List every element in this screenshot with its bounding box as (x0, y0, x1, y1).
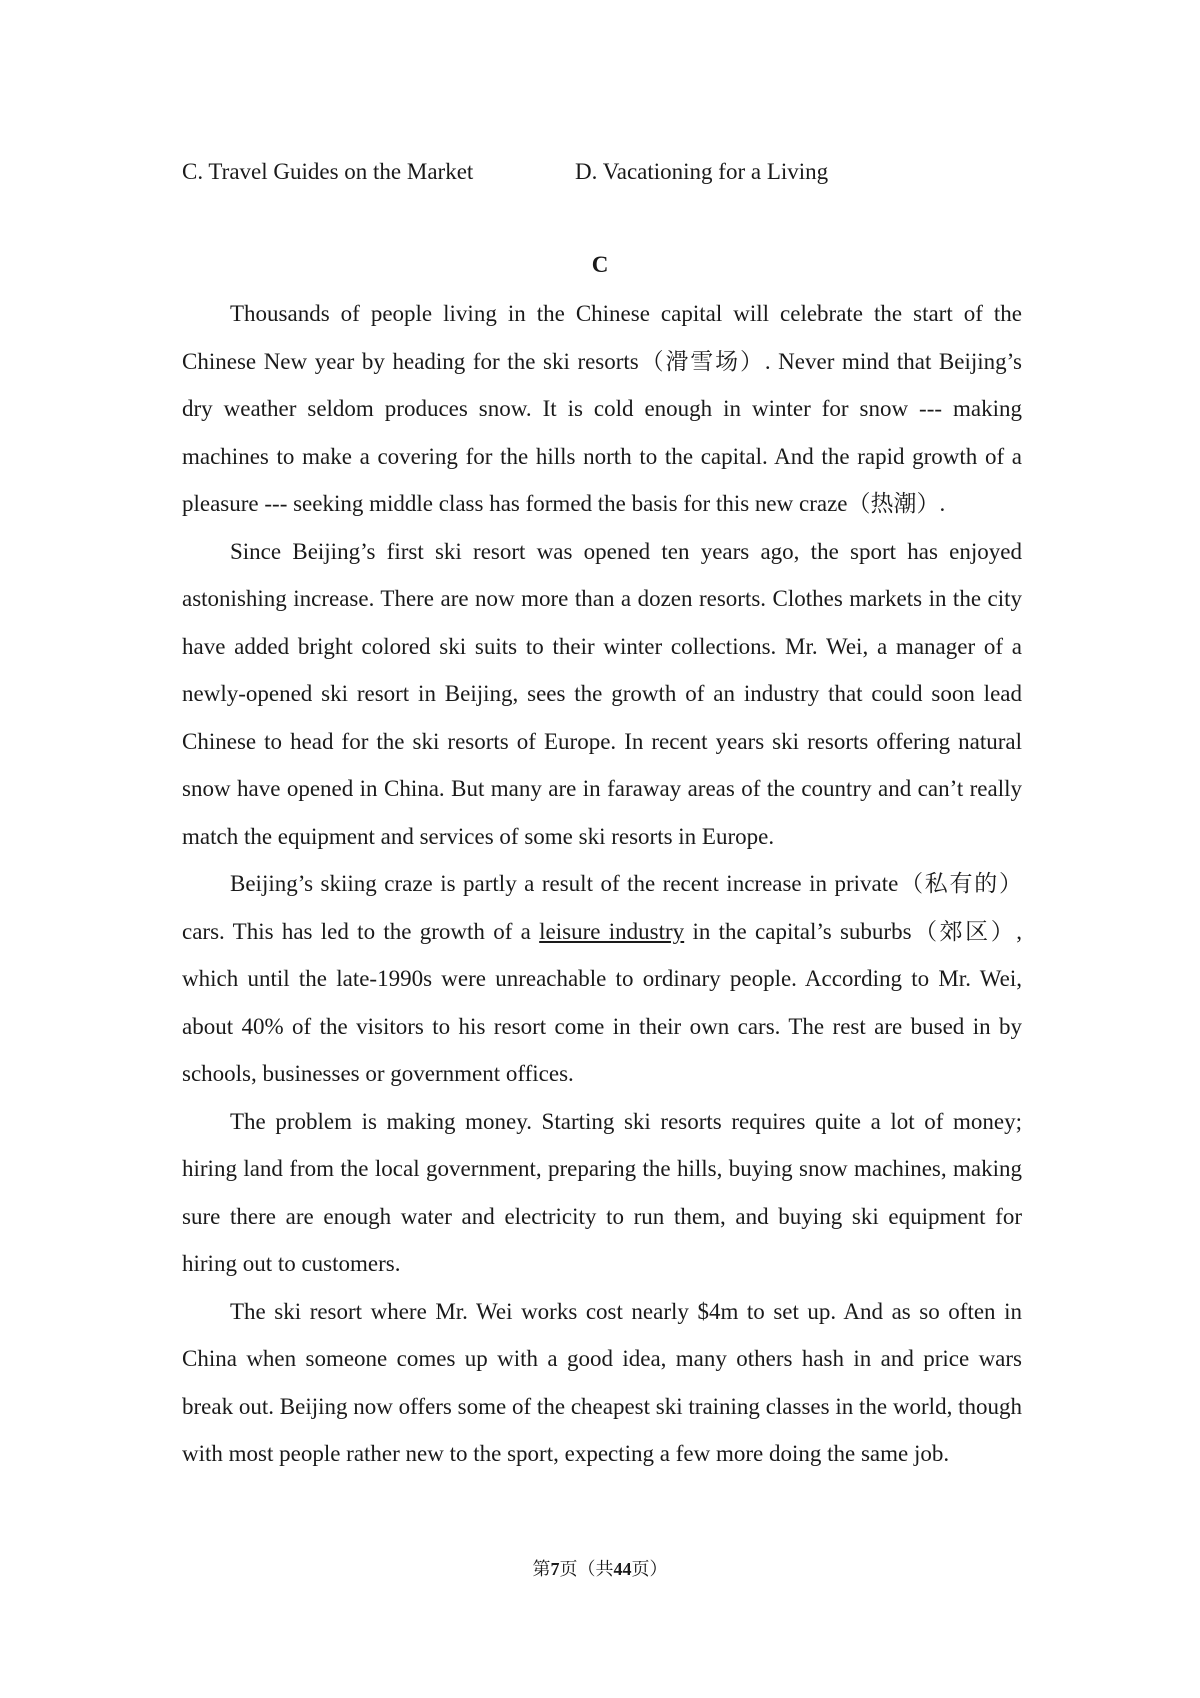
paragraph-4: The problem is making money. Starting ski resorts requires quite a lot of money; hiring land from the local government, preparing the hills, buying snow machines, making sure there are enough water and electricity to run them, and buying ski equipment for hiring out to customers. (182, 1108, 1022, 1276)
footer-page-number: 7 (550, 1559, 560, 1579)
paragraph-1: Thousands of people living in the Chinese capital will celebrate the start of the Chinese New year by heading for the ski resorts（滑雪场）. Never mind that Beijing’s dry weather seldom produces snow. It is cold enough in winter for snow --- making machines to make a covering for the hills north to the capital. And the rapid growth of a pleasure --- seeking middle class has formed the basis for this new craze（热潮）. (182, 301, 1022, 516)
underlined-phrase: leisure industry (539, 918, 685, 944)
page-footer (0, 1556, 1200, 1582)
option-d: D. Vacationing for a Living (575, 159, 829, 184)
paragraph-3-after: in the capital’s suburbs（郊区）, which until the late-1990s were unreachable to ordinary people. According to Mr. Wei, about 40% of the visitors to his resort come in their own cars. The rest are bused in by schools, businesses or government offices. (182, 918, 1023, 1086)
option-c: C. Travel Guides on the Market (182, 159, 474, 184)
paragraph-2: Since Beijing’s first ski resort was opened ten years ago, the sport has enjoyed astonishing increase. There are now more than a dozen resorts. Clothes markets in the city have added bright colored ski suits to their winter collections. Mr. Wei, a manager of a newly-opened ski resort in Beijing, sees the growth of an industry that could soon lead Chinese to head for the ski resorts of Europe. In recent years ski resorts offering natural snow have opened in China. But many are in faraway areas of the country and can’t really match the equipment and services of some ski resorts in Europe. (182, 538, 1022, 849)
paragraph-3-before: Beijing’s skiing craze is partly a result of the recent increase in private（私有的）cars. This has led to the growth of a (182, 871, 1022, 944)
paragraph-5: The ski resort where Mr. Wei works cost nearly $4m to set up. And as so often in China when someone comes up with a good idea, many others hash in and price wars break out. Beijing now offers some of the cheapest ski training classes in the world, though with most people rather new to the sport, expecting a few more doing the same job. (182, 1298, 1022, 1466)
footer-suffix: 页） (631, 1559, 668, 1579)
answer-options-row (182, 152, 1022, 192)
reading-passage (182, 290, 1022, 1478)
section-heading: C (591, 252, 609, 277)
paragraph-3 (182, 860, 1022, 1098)
footer-middle: 页（共 (559, 1559, 614, 1579)
footer-total-pages: 44 (613, 1559, 632, 1579)
footer-prefix: 第 (532, 1559, 551, 1579)
